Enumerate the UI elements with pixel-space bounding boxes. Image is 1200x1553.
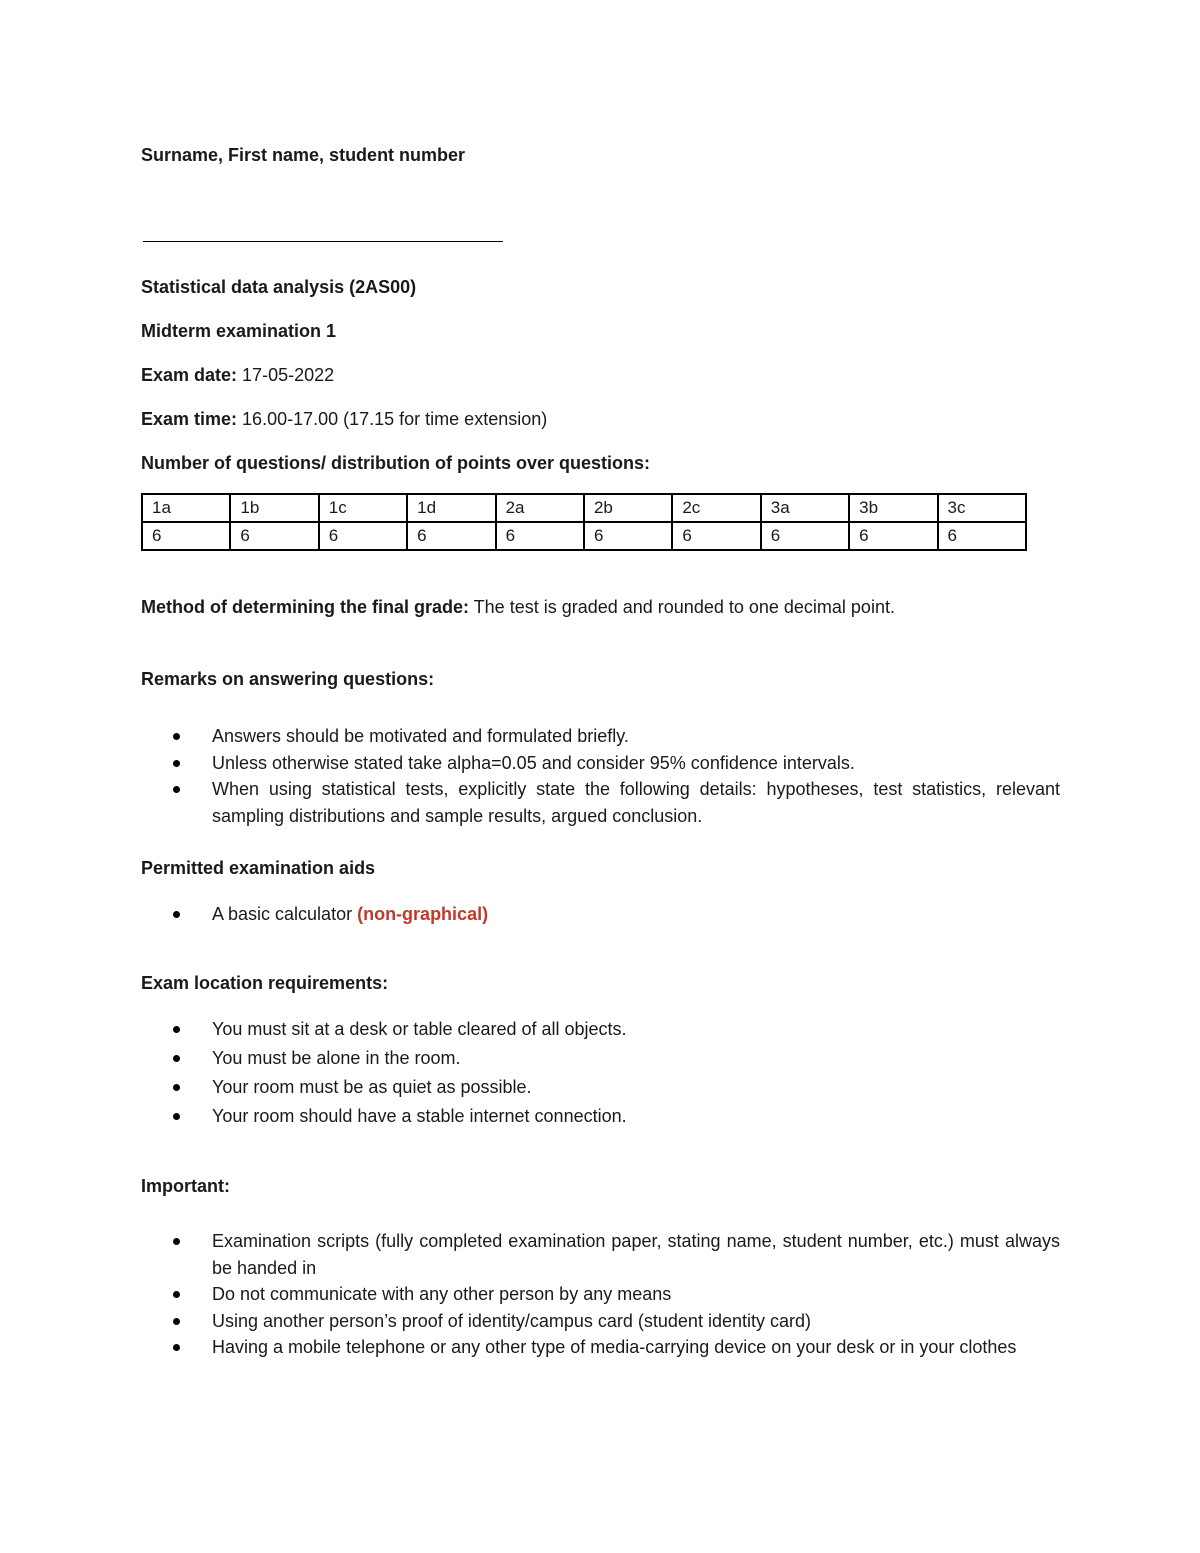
list-item-text: Your room should have a stable internet connection. bbox=[212, 1106, 627, 1126]
exam-date-value: 17-05-2022 bbox=[237, 365, 335, 385]
question-cell: 1b bbox=[230, 494, 318, 522]
bullet-icon bbox=[173, 1055, 180, 1062]
list-item bbox=[170, 776, 1060, 829]
list-item-text: You must be alone in the room. bbox=[212, 1048, 461, 1068]
question-cell: 2b bbox=[584, 494, 672, 522]
grading-label: Method of determining the final grade: bbox=[141, 597, 469, 617]
remarks-list bbox=[170, 723, 1060, 829]
bullet-icon bbox=[173, 1026, 180, 1033]
bullet-icon bbox=[173, 1084, 180, 1091]
bullet-icon bbox=[173, 911, 180, 918]
name-signature-line bbox=[143, 241, 503, 242]
list-item-text: Unless otherwise stated take alpha=0.05 and consider 95% confidence intervals. bbox=[212, 752, 855, 773]
list-item-text: Do not communicate with any other person by any means bbox=[212, 1284, 672, 1304]
list-item bbox=[170, 750, 1060, 777]
grading-text: The test is graded and rounded to one decimal point. bbox=[469, 597, 895, 617]
points-cell: 6 bbox=[672, 522, 760, 550]
list-item-text: Having a mobile telephone or any other type of media-carrying device on your desk or in your clothes bbox=[212, 1337, 1017, 1357]
list-item bbox=[170, 1015, 1060, 1044]
points-cell: 6 bbox=[142, 522, 230, 550]
points-cell: 6 bbox=[938, 522, 1026, 550]
question-cell: 1c bbox=[319, 494, 407, 522]
bullet-icon bbox=[173, 1113, 180, 1120]
points-cell: 6 bbox=[761, 522, 849, 550]
points-table-values-row bbox=[142, 522, 1026, 550]
bullet-icon bbox=[173, 760, 180, 767]
list-item bbox=[170, 1334, 1060, 1361]
points-cell: 6 bbox=[319, 522, 407, 550]
bullet-icon bbox=[173, 1291, 180, 1298]
list-item-text: Examination scripts (fully completed examination paper, stating name, student number, etc.) must always be handed in bbox=[212, 1231, 1060, 1278]
course-title: Statistical data analysis (2AS00) bbox=[141, 277, 417, 297]
exam-time-value: 16.00-17.00 (17.15 for time extension) bbox=[237, 409, 548, 429]
list-item-text: You must sit at a desk or table cleared of all objects. bbox=[212, 1019, 627, 1039]
name-field-label: Surname, First name, student number bbox=[141, 145, 466, 165]
question-cell: 3a bbox=[761, 494, 849, 522]
points-cell: 6 bbox=[584, 522, 672, 550]
points-heading: Number of questions/ distribution of points over questions: bbox=[141, 453, 651, 473]
list-item bbox=[170, 1102, 1060, 1131]
list-item bbox=[170, 1073, 1060, 1102]
list-item-text: Using another person’s proof of identity/campus card (student identity card) bbox=[212, 1310, 811, 1331]
list-item bbox=[170, 1228, 1060, 1281]
question-cell: 1d bbox=[407, 494, 495, 522]
points-cell: 6 bbox=[230, 522, 318, 550]
question-cell: 2a bbox=[496, 494, 584, 522]
important-list bbox=[170, 1228, 1060, 1361]
bullet-icon bbox=[173, 786, 180, 793]
question-cell: 1a bbox=[142, 494, 230, 522]
points-table bbox=[141, 493, 1027, 551]
location-list bbox=[170, 1015, 1060, 1131]
list-item bbox=[170, 1044, 1060, 1073]
exam-date-line bbox=[141, 365, 334, 386]
question-cell: 2c bbox=[672, 494, 760, 522]
exam-time-label: Exam time: bbox=[141, 409, 238, 429]
list-item-text: Answers should be motivated and formulated briefly. bbox=[212, 726, 629, 746]
bullet-icon bbox=[173, 733, 180, 740]
exam-name: Midterm examination 1 bbox=[141, 321, 337, 341]
question-cell: 3c bbox=[938, 494, 1026, 522]
list-item-text: Your room must be as quiet as possible. bbox=[212, 1077, 532, 1097]
list-item-text: A basic calculator bbox=[212, 904, 358, 924]
question-cell: 3b bbox=[849, 494, 937, 522]
points-cell: 6 bbox=[849, 522, 937, 550]
location-heading: Exam location requirements: bbox=[141, 973, 389, 993]
remarks-heading: Remarks on answering questions: bbox=[141, 669, 435, 689]
highlight-text: (non-graphical) bbox=[357, 904, 489, 924]
bullet-icon bbox=[173, 1318, 180, 1325]
list-item bbox=[170, 723, 1060, 750]
important-heading: Important: bbox=[141, 1176, 230, 1196]
points-cell: 6 bbox=[496, 522, 584, 550]
bullet-icon bbox=[173, 1238, 180, 1245]
exam-time-line bbox=[141, 409, 547, 430]
grading-method bbox=[141, 597, 895, 618]
list-item bbox=[170, 1308, 1060, 1335]
bullet-icon bbox=[173, 1344, 180, 1351]
points-cell: 6 bbox=[407, 522, 495, 550]
aids-heading: Permitted examination aids bbox=[141, 858, 376, 878]
aids-list bbox=[170, 901, 1060, 928]
list-item bbox=[170, 1281, 1060, 1308]
list-item-text: When using statistical tests, explicitly state the following details: hypotheses, test statistics, relevant sampling distributions and sample results, argued conclusion. bbox=[212, 779, 1060, 826]
points-table-header-row bbox=[142, 494, 1026, 522]
list-item bbox=[170, 901, 1060, 928]
exam-date-label: Exam date: bbox=[141, 365, 238, 385]
